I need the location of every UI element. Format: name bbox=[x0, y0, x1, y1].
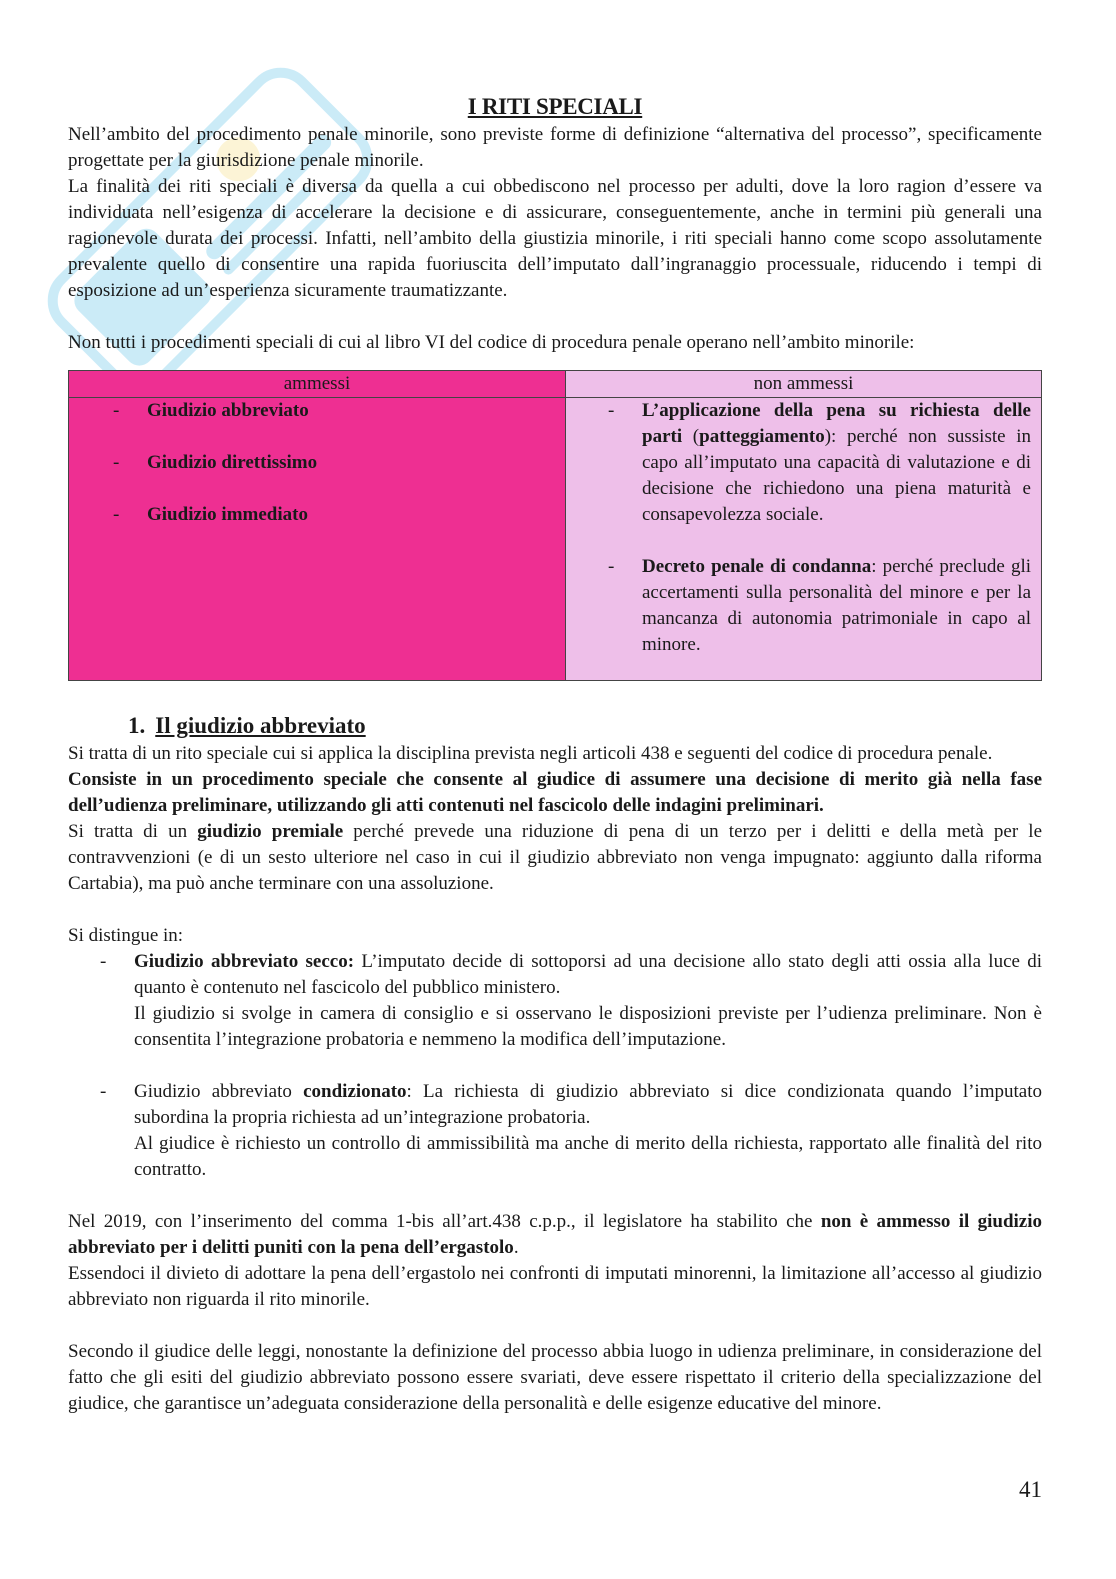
section-paragraph-2: Consiste in un procedimento speciale che consente al giudice di assumere una decisione di merito già nella fase dell’udienza preliminare, utilizzando gli atti contenuti nel fascicolo delle indagini preliminari. bbox=[68, 769, 1042, 816]
section-title: Il giudizio abbreviato bbox=[155, 713, 366, 738]
intro-paragraph-3: Non tutti i procedimenti speciali di cui al libro VI del codice di procedura penale operano nell’ambito minorile: bbox=[68, 332, 915, 353]
section-paragraph-5: Essendoci il divieto di adottare la pena dell’ergastolo nei confronti di imputati minorenni, la limitazione all’accesso al giudizio abbreviato non riguarda il rito minorile. bbox=[68, 1263, 1042, 1310]
intro-paragraph-1: Nell’ambito del procedimento penale minorile, sono previste forme di definizione “alternativa del processo”, specificamente progettate per la giurisdizione penale minorile. bbox=[68, 124, 1042, 171]
list-item: - Giudizio direttissimo bbox=[113, 452, 318, 473]
spacer bbox=[68, 897, 1042, 923]
spacer bbox=[68, 1313, 1042, 1339]
document-page bbox=[68, 92, 1042, 1417]
section-number: 1. bbox=[128, 713, 146, 738]
list-item: - Giudizio abbreviato bbox=[113, 400, 309, 421]
page-title: I RITI SPECIALI bbox=[467, 94, 643, 119]
spacer bbox=[68, 304, 1042, 330]
spacer bbox=[68, 1053, 1042, 1079]
distingue-label: Si distingue in: bbox=[68, 925, 184, 946]
admitted-cell bbox=[69, 398, 566, 681]
table-header-not-admitted: non ammessi bbox=[566, 371, 1042, 398]
list-item: - Giudizio abbreviato secco: L’imputato decide di sottoporsi ad una decisione allo stato degli atti ossia alla luce di quanto è contenuto nel fascicolo del pubblico ministero. Il giudizio si svolge in camera di consiglio e si osservano le disposizioni previste per l’udienza preliminare. Non è consentita l’integrazione probatoria e nemmeno la modifica dell’imputazione. bbox=[100, 951, 1042, 1050]
riti-table bbox=[68, 370, 1042, 681]
section-paragraph-6: Secondo il giudice delle leggi, nonostante la definizione del processo abbia luogo in udienza preliminare, in considerazione del fatto che gli esiti del giudizio abbreviato possono essere svariati, deve essere rispettato il criterio della specializzazione del giudice, che garantisce un’adeguata considerazione della personalità e delle esigenze educative del minore. bbox=[68, 1341, 1042, 1414]
list-item: - Giudizio immediato bbox=[113, 504, 308, 525]
section-paragraph-1: Si tratta di un rito speciale cui si applica la disciplina prevista negli articoli 438 e seguenti del codice di procedura penale. bbox=[68, 743, 993, 764]
list-item: - Decreto penale di condanna: perché preclude gli accertamenti sulla personalità del minore e per la mancanza di autonomia patrimoniale in capo al minore. bbox=[608, 556, 1032, 655]
section-heading bbox=[68, 711, 1042, 741]
list-item: - L’applicazione della pena su richiesta delle parti (patteggiamento): perché non sussiste in capo all’imputato una capacità di valutazione e di decisione che richiedono una piena maturità e consapevolezza sociale. bbox=[608, 400, 1032, 525]
not-admitted-list bbox=[566, 398, 1031, 658]
types-list bbox=[68, 949, 1042, 1053]
types-list bbox=[68, 1079, 1042, 1183]
intro-paragraph-2: La finalità dei riti speciali è diversa da quella a cui obbediscono nel processo per adulti, dove la loro ragion d’essere va individuata nell’esigenza di accelerare la decisione e di assicurare, conseguentemente, anche in termini più generali una ragionevole durata dei processi. Infatti, nell’ambito della giustizia minorile, i riti speciali hanno come scopo assolutamente prevalente quello di consentire una rapida fuoriuscita dell’imputato dall’ingranaggio processuale, riducendo i tempi di esposizione ad un’esperienza sicuramente traumatizzante. bbox=[68, 176, 1042, 301]
list-item: - Giudizio abbreviato condizionato: La richiesta di giudizio abbreviato si dice condizionata quando l’imputato subordina la propria richiesta ad un’integrazione probatoria. Al giudice è richiesto un controllo di ammissibilità ma anche di merito della richiesta, rapportato alle finalità del rito contratto. bbox=[100, 1081, 1042, 1180]
page-number: 41 bbox=[1019, 1477, 1042, 1502]
spacer bbox=[68, 1183, 1042, 1209]
table-header-admitted: ammessi bbox=[69, 371, 566, 398]
section-paragraph-3: Si tratta di un giudizio premiale perché prevede una riduzione di pena di un terzo per i delitti e della metà per le contravvenzioni (e di un sesto ulteriore nel caso in cui il giudizio abbreviato non venga impugnato: aggiunto dalla riforma Cartabia), ma può anche terminare con una assoluzione. bbox=[68, 821, 1043, 894]
section-paragraph-4: Nel 2019, con l’inserimento del comma 1-bis all’art.438 c.p.p., il legislatore ha stabilito che non è ammesso il giudizio abbreviato per i delitti puniti con la pena dell’ergastolo. bbox=[68, 1211, 1042, 1258]
not-admitted-cell bbox=[566, 398, 1042, 681]
admitted-list bbox=[69, 398, 555, 528]
